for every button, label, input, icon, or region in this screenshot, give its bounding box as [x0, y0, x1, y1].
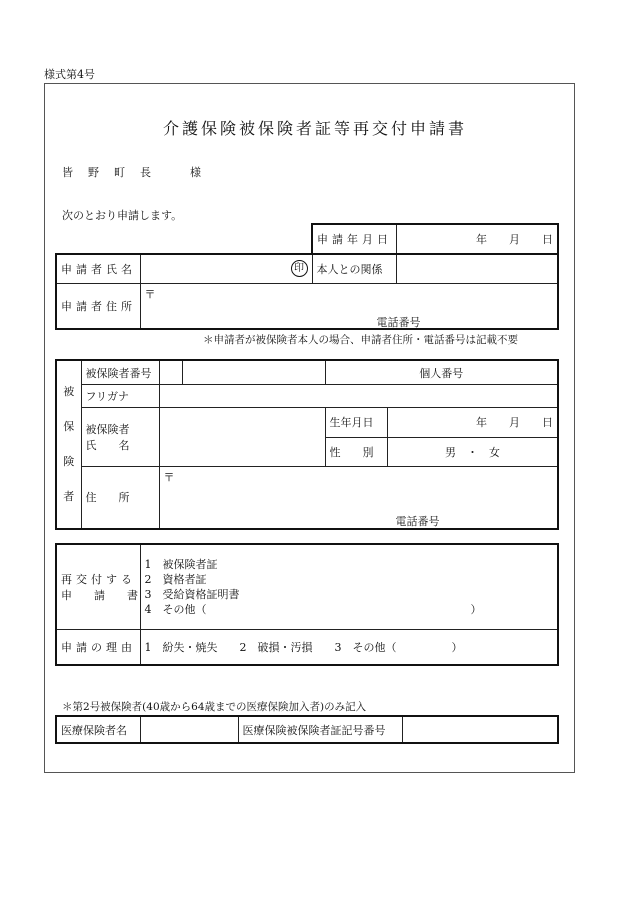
furigana-field[interactable] — [159, 385, 558, 408]
insured-address-field[interactable] — [159, 467, 558, 529]
reissue-item[interactable]: 3 受給資格証明書 — [144, 587, 240, 601]
insured-phone-label: 電話番号 — [395, 515, 440, 528]
applicant-name-field[interactable] — [140, 254, 312, 283]
reason-options[interactable]: 1 紛失・焼失 2 破損・汚損 3 その他（ ） — [140, 629, 558, 665]
applicant-phone-label: 電話番号 — [376, 315, 421, 329]
date-label: 申請年月日 — [312, 224, 397, 254]
furigana-label: フリガナ — [81, 385, 159, 408]
birth-label: 生年月日 — [326, 408, 388, 437]
reissue-item[interactable]: 2 資格者証 — [144, 572, 207, 586]
date-field[interactable]: 年 月 日 — [397, 224, 559, 254]
insured-number-label: 被保険者番号 — [81, 360, 159, 385]
insurer-label: 医療保険者名 — [56, 716, 140, 743]
medical-table — [55, 715, 559, 744]
applicant-name-label: 申請者氏名 — [56, 254, 140, 283]
addressee: 皆 野 町 長 — [62, 166, 153, 179]
cert-label: 医療保険被保険者証記号番号 — [238, 716, 402, 743]
reissue-item[interactable]: 4 その他（ ） — [144, 602, 482, 616]
reissue-item[interactable]: 1 被保険者証 — [144, 557, 218, 571]
relation-label: 本人との関係 — [312, 254, 396, 283]
sex-label: 性 別 — [326, 437, 388, 466]
cert-field[interactable] — [402, 716, 558, 743]
insurer-field[interactable] — [140, 716, 238, 743]
insured-name-field[interactable] — [159, 408, 325, 467]
insured-postal-mark: 〒 — [163, 471, 175, 484]
applicant-note: ＊申請者が被保険者本人の場合、申請者住所・電話番号は記載不要 — [203, 334, 518, 346]
personal-number-label: 個人番号 — [325, 360, 558, 385]
medical-note: ＊第2号被保険者(40歳から64歳までの医療保険加入者)のみ記入 — [62, 701, 367, 713]
insured-table — [55, 359, 559, 530]
insured-address-label: 住 所 — [81, 467, 159, 529]
insured-side-label: 被 保 険 者 — [56, 360, 81, 529]
application-date-table — [311, 223, 559, 254]
seal-mark: 印 — [291, 260, 308, 277]
applicant-table — [55, 253, 559, 330]
sex-field[interactable]: 男 ・ 女 — [388, 437, 558, 466]
applicant-address-label: 申請者住所 — [56, 283, 140, 329]
reason-label: 申請の理由 — [56, 629, 140, 665]
birth-sex-cell — [325, 408, 558, 467]
applicant-address-field[interactable] — [140, 283, 558, 329]
reissue-table — [55, 543, 559, 666]
addressee-suffix: 様 — [190, 166, 201, 179]
reissue-items — [140, 544, 558, 629]
insured-name-label: 被保険者 氏 名 — [81, 408, 159, 467]
reissue-label: 再交付する 申 請 書 — [56, 544, 140, 629]
insured-number-field[interactable] — [159, 360, 325, 385]
birth-field[interactable]: 年 月 日 — [388, 408, 558, 437]
intro-text: 次のとおり申請します。 — [62, 209, 183, 222]
form-number: 様式第4号 — [44, 68, 95, 81]
postal-mark: 〒 — [144, 287, 156, 301]
relation-field[interactable] — [396, 254, 558, 283]
form-title: 介護保険被保険者証等再交付申請書 — [162, 119, 467, 138]
